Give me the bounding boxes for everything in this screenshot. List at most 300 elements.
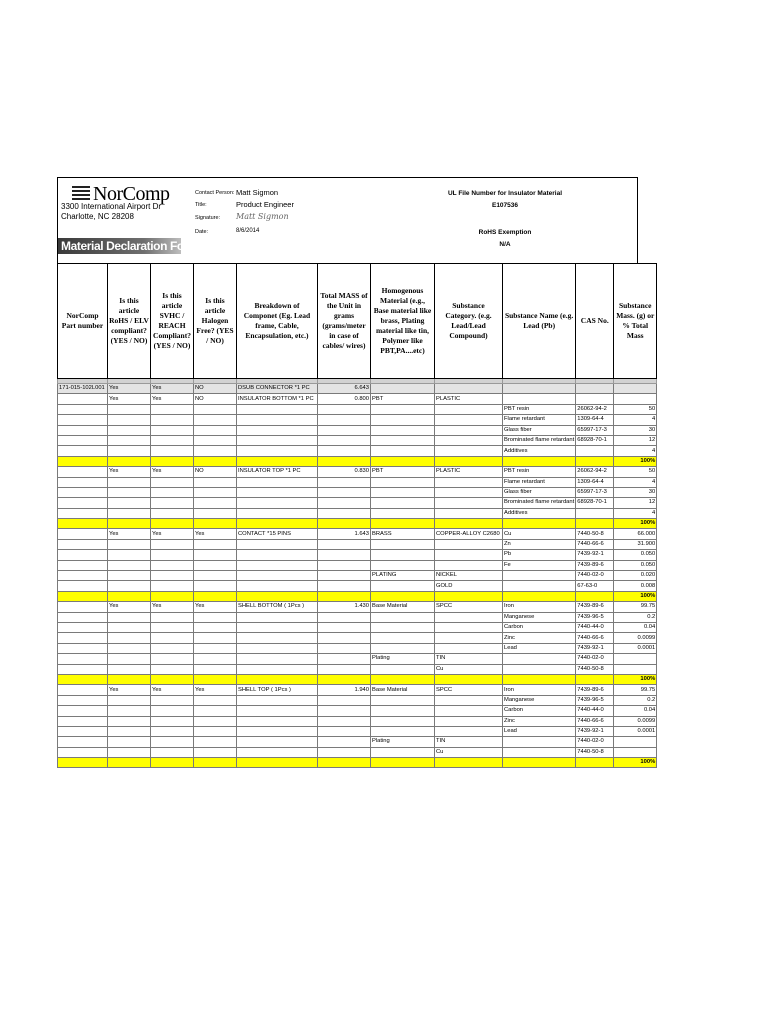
cell-substance-name: Additives	[503, 446, 576, 456]
cell-svhc-reach: Yes	[151, 685, 194, 695]
cell-breakdown	[237, 633, 318, 643]
cell-cas-no: 7440-50-8	[576, 664, 614, 674]
cell-halogen-free	[194, 539, 237, 549]
cell-substance-category	[435, 591, 503, 601]
cell-substance-name	[503, 384, 576, 394]
col-halogen-free: Is this article Halogen Free? (YES / NO)	[194, 264, 237, 379]
cell-part-number	[58, 425, 108, 435]
table-row	[58, 498, 657, 508]
cell-homogenous-material	[371, 581, 435, 591]
cell-homogenous-material: PBT	[371, 394, 435, 404]
cell-substance-category	[435, 477, 503, 487]
cell-svhc-reach	[151, 508, 194, 518]
cell-svhc-reach	[151, 498, 194, 508]
cell-part-number	[58, 456, 108, 466]
cell-cas-no: 1309-64-4	[576, 415, 614, 425]
rohs-exemption-value: N/A	[499, 241, 511, 248]
cell-substance-category	[435, 508, 503, 518]
cell-svhc-reach: Yes	[151, 602, 194, 612]
cell-rohs-elv: Yes	[108, 467, 151, 477]
table-row	[58, 602, 657, 612]
cell-part-number	[58, 477, 108, 487]
cell-substance-category: TIN	[435, 654, 503, 664]
cell-svhc-reach	[151, 654, 194, 664]
date-value: 8/6/2014	[236, 228, 260, 234]
cell-substance-category	[435, 560, 503, 570]
cell-cas-no: 7440-66-6	[576, 539, 614, 549]
table-row	[58, 539, 657, 549]
cell-substance-name	[503, 394, 576, 404]
cell-homogenous-material	[371, 539, 435, 549]
cell-substance-name: Zinc	[503, 633, 576, 643]
cell-svhc-reach	[151, 716, 194, 726]
cell-cas-no: 26062-94-2	[576, 404, 614, 414]
cell-halogen-free: Yes	[194, 529, 237, 539]
cell-part-number	[58, 571, 108, 581]
table-row	[58, 467, 657, 477]
cell-substance-mass: 0.2	[614, 612, 657, 622]
cell-total-mass	[318, 654, 371, 664]
cell-cas-no: 7439-92-1	[576, 726, 614, 736]
cell-substance-mass: 0.0001	[614, 726, 657, 736]
cell-rohs-elv	[108, 446, 151, 456]
cell-substance-category	[435, 633, 503, 643]
cell-cas-no: 7439-89-6	[576, 685, 614, 695]
cell-part-number: 171-015-102L001	[58, 384, 108, 394]
cell-substance-name: Carbon	[503, 706, 576, 716]
cell-substance-category	[435, 519, 503, 529]
cell-substance-name: Manganese	[503, 695, 576, 705]
table-row	[58, 581, 657, 591]
cell-homogenous-material	[371, 498, 435, 508]
cell-substance-mass	[614, 394, 657, 404]
cell-halogen-free: Yes	[194, 685, 237, 695]
cell-breakdown: INSULATOR TOP *1 PC	[237, 467, 318, 477]
cell-halogen-free	[194, 726, 237, 736]
cell-part-number	[58, 706, 108, 716]
date-label: Date:	[195, 229, 209, 235]
cell-breakdown	[237, 487, 318, 497]
cell-homogenous-material	[371, 716, 435, 726]
cell-part-number	[58, 487, 108, 497]
cell-halogen-free	[194, 477, 237, 487]
cell-part-number	[58, 726, 108, 736]
col-total-mass: Total MASS of the Unit in grams (grams/meter in case of cables/ wires)	[318, 264, 371, 379]
table-row	[58, 508, 657, 518]
cell-part-number	[58, 664, 108, 674]
cell-total-mass	[318, 498, 371, 508]
cell-halogen-free	[194, 581, 237, 591]
cell-halogen-free	[194, 435, 237, 445]
cell-substance-name: Manganese	[503, 612, 576, 622]
cell-svhc-reach	[151, 571, 194, 581]
cell-total-mass	[318, 758, 371, 768]
cell-homogenous-material	[371, 706, 435, 716]
cell-substance-mass: 99.75	[614, 685, 657, 695]
cell-substance-name	[503, 674, 576, 684]
cell-homogenous-material	[371, 519, 435, 529]
col-cas-no: CAS No.	[576, 264, 614, 379]
table-header-row	[58, 264, 657, 379]
cell-halogen-free	[194, 456, 237, 466]
cell-total-mass	[318, 716, 371, 726]
cell-halogen-free	[194, 550, 237, 560]
cell-substance-mass: 0.2	[614, 695, 657, 705]
cell-substance-mass	[614, 384, 657, 394]
cell-substance-mass: 100%	[614, 456, 657, 466]
cell-halogen-free: NO	[194, 467, 237, 477]
cell-substance-mass: 12	[614, 435, 657, 445]
cell-breakdown	[237, 726, 318, 736]
cell-rohs-elv	[108, 706, 151, 716]
cell-rohs-elv	[108, 550, 151, 560]
cell-substance-mass: 0.050	[614, 560, 657, 570]
cell-substance-category	[435, 425, 503, 435]
total-row	[58, 674, 657, 684]
cell-part-number	[58, 602, 108, 612]
cell-total-mass	[318, 404, 371, 414]
cell-substance-mass: 0.0099	[614, 633, 657, 643]
cell-part-number	[58, 581, 108, 591]
cell-svhc-reach	[151, 446, 194, 456]
table-row	[58, 384, 657, 394]
cell-rohs-elv	[108, 404, 151, 414]
cell-substance-category	[435, 435, 503, 445]
cell-svhc-reach	[151, 643, 194, 653]
cell-substance-name: Additives	[503, 508, 576, 518]
table-row	[58, 435, 657, 445]
logo-text: NorComp	[93, 183, 170, 205]
cell-homogenous-material	[371, 695, 435, 705]
cell-total-mass	[318, 508, 371, 518]
cell-cas-no	[576, 591, 614, 601]
cell-substance-mass	[614, 747, 657, 757]
table-row	[58, 571, 657, 581]
cell-svhc-reach	[151, 633, 194, 643]
cell-substance-name	[503, 747, 576, 757]
cell-part-number	[58, 633, 108, 643]
cell-part-number	[58, 643, 108, 653]
cell-substance-category	[435, 674, 503, 684]
cell-halogen-free: NO	[194, 384, 237, 394]
cell-total-mass	[318, 591, 371, 601]
cell-homogenous-material	[371, 633, 435, 643]
cell-total-mass	[318, 560, 371, 570]
cell-substance-name: Carbon	[503, 622, 576, 632]
cell-total-mass: 0.800	[318, 394, 371, 404]
cell-breakdown	[237, 758, 318, 768]
cell-part-number	[58, 591, 108, 601]
cell-part-number	[58, 498, 108, 508]
cell-substance-name: Glass fiber	[503, 425, 576, 435]
cell-total-mass	[318, 435, 371, 445]
cell-halogen-free	[194, 487, 237, 497]
table-row	[58, 394, 657, 404]
cell-substance-category	[435, 726, 503, 736]
cell-svhc-reach	[151, 612, 194, 622]
cell-breakdown	[237, 550, 318, 560]
cell-halogen-free	[194, 508, 237, 518]
cell-substance-category	[435, 498, 503, 508]
cell-svhc-reach	[151, 435, 194, 445]
cell-halogen-free	[194, 519, 237, 529]
cell-homogenous-material: PBT	[371, 467, 435, 477]
cell-substance-mass: 4	[614, 415, 657, 425]
table-row	[58, 560, 657, 570]
cell-part-number	[58, 674, 108, 684]
cell-rohs-elv	[108, 477, 151, 487]
cell-total-mass	[318, 622, 371, 632]
total-row	[58, 758, 657, 768]
cell-cas-no: 7440-02-0	[576, 571, 614, 581]
cell-total-mass	[318, 612, 371, 622]
cell-substance-mass: 30	[614, 425, 657, 435]
table-row	[58, 706, 657, 716]
cell-part-number	[58, 685, 108, 695]
cell-homogenous-material: Base Material	[371, 602, 435, 612]
cell-rohs-elv	[108, 591, 151, 601]
cell-svhc-reach	[151, 425, 194, 435]
cell-total-mass	[318, 633, 371, 643]
cell-part-number	[58, 747, 108, 757]
cell-svhc-reach	[151, 747, 194, 757]
cell-cas-no: 7440-02-0	[576, 737, 614, 747]
cell-substance-name	[503, 654, 576, 664]
cell-cas-no: 26062-94-2	[576, 467, 614, 477]
cell-substance-category	[435, 487, 503, 497]
cell-svhc-reach	[151, 456, 194, 466]
cell-cas-no: 7440-02-0	[576, 654, 614, 664]
cell-halogen-free	[194, 747, 237, 757]
cell-substance-category: TIN	[435, 737, 503, 747]
cell-halogen-free	[194, 737, 237, 747]
cell-rohs-elv	[108, 539, 151, 549]
cell-svhc-reach: Yes	[151, 529, 194, 539]
cell-rohs-elv	[108, 571, 151, 581]
cell-rohs-elv	[108, 737, 151, 747]
cell-breakdown	[237, 560, 318, 570]
cell-halogen-free	[194, 674, 237, 684]
col-rohs-elv: Is this article RoHS / ELV compliant? (YES / NO)	[108, 264, 151, 379]
cell-total-mass	[318, 664, 371, 674]
cell-breakdown	[237, 435, 318, 445]
cell-substance-mass: 50	[614, 404, 657, 414]
cell-substance-name	[503, 758, 576, 768]
cell-part-number	[58, 446, 108, 456]
cell-substance-mass: 4	[614, 508, 657, 518]
cell-cas-no: 7440-50-8	[576, 529, 614, 539]
cell-homogenous-material: Plating	[371, 654, 435, 664]
cell-rohs-elv	[108, 581, 151, 591]
cell-rohs-elv: Yes	[108, 394, 151, 404]
cell-breakdown	[237, 456, 318, 466]
cell-svhc-reach	[151, 487, 194, 497]
cell-rohs-elv	[108, 622, 151, 632]
cell-substance-category	[435, 550, 503, 560]
cell-substance-category	[435, 716, 503, 726]
cell-rohs-elv	[108, 726, 151, 736]
cell-substance-mass: 30	[614, 487, 657, 497]
table-row	[58, 404, 657, 414]
cell-svhc-reach	[151, 415, 194, 425]
cell-substance-category	[435, 384, 503, 394]
cell-halogen-free: NO	[194, 394, 237, 404]
cell-substance-category: SPCC	[435, 685, 503, 695]
cell-substance-name: Zn	[503, 539, 576, 549]
table-row	[58, 529, 657, 539]
cell-halogen-free	[194, 716, 237, 726]
cell-substance-category	[435, 446, 503, 456]
cell-rohs-elv	[108, 425, 151, 435]
cell-substance-mass: 0.04	[614, 622, 657, 632]
cell-svhc-reach	[151, 539, 194, 549]
logo-mark-icon	[72, 186, 90, 200]
cell-homogenous-material	[371, 726, 435, 736]
cell-total-mass	[318, 747, 371, 757]
cell-halogen-free	[194, 706, 237, 716]
cell-homogenous-material: Base Material	[371, 685, 435, 695]
col-substance-name: Substance Name (e.g. Lead (Pb)	[503, 264, 576, 379]
cell-cas-no	[576, 674, 614, 684]
cell-substance-name: PBT resin	[503, 404, 576, 414]
cell-total-mass: 6.643	[318, 384, 371, 394]
cell-halogen-free	[194, 560, 237, 570]
cell-rohs-elv	[108, 519, 151, 529]
table-row	[58, 685, 657, 695]
cell-halogen-free	[194, 758, 237, 768]
cell-substance-mass	[614, 664, 657, 674]
cell-part-number	[58, 519, 108, 529]
cell-rohs-elv	[108, 560, 151, 570]
cell-substance-category: Cu	[435, 664, 503, 674]
cell-part-number	[58, 716, 108, 726]
table-row	[58, 633, 657, 643]
cell-rohs-elv	[108, 612, 151, 622]
cell-substance-category	[435, 456, 503, 466]
cell-homogenous-material	[371, 415, 435, 425]
cell-cas-no	[576, 758, 614, 768]
cell-substance-mass: 100%	[614, 758, 657, 768]
cell-total-mass	[318, 706, 371, 716]
cell-part-number	[58, 415, 108, 425]
cell-rohs-elv	[108, 674, 151, 684]
table-row	[58, 654, 657, 664]
cell-substance-category	[435, 758, 503, 768]
cell-substance-category: PLASTIC	[435, 394, 503, 404]
cell-part-number	[58, 758, 108, 768]
cell-substance-name: Iron	[503, 685, 576, 695]
cell-homogenous-material	[371, 674, 435, 684]
cell-total-mass: 1.430	[318, 602, 371, 612]
cell-homogenous-material	[371, 435, 435, 445]
cell-substance-name: Fe	[503, 560, 576, 570]
table-row	[58, 425, 657, 435]
cell-breakdown	[237, 622, 318, 632]
cell-substance-mass: 100%	[614, 519, 657, 529]
cell-cas-no: 68928-70-1	[576, 498, 614, 508]
cell-cas-no: 7440-44-0	[576, 622, 614, 632]
cell-breakdown	[237, 519, 318, 529]
cell-substance-category	[435, 643, 503, 653]
total-row	[58, 519, 657, 529]
cell-substance-name	[503, 591, 576, 601]
cell-cas-no: 7439-96-5	[576, 695, 614, 705]
cell-part-number	[58, 550, 108, 560]
cell-breakdown	[237, 571, 318, 581]
cell-substance-category	[435, 612, 503, 622]
address-line-1: 3300 International Airport Dr	[61, 202, 162, 211]
table-row	[58, 446, 657, 456]
col-substance-category: Substance Category. (e.g. Lead/Lead Compound)	[435, 264, 503, 379]
cell-substance-mass: 0.0099	[614, 716, 657, 726]
cell-substance-name: Flame retardant	[503, 415, 576, 425]
cell-halogen-free	[194, 643, 237, 653]
cell-part-number	[58, 622, 108, 632]
cell-part-number	[58, 654, 108, 664]
cell-total-mass	[318, 674, 371, 684]
title-label: Title:	[195, 202, 207, 208]
cell-breakdown	[237, 747, 318, 757]
cell-svhc-reach	[151, 726, 194, 736]
form-title: Material Declaration Form	[61, 239, 199, 253]
cell-rohs-elv: Yes	[108, 685, 151, 695]
cell-rohs-elv	[108, 456, 151, 466]
cell-breakdown	[237, 612, 318, 622]
cell-homogenous-material	[371, 612, 435, 622]
cell-substance-category: GOLD	[435, 581, 503, 591]
cell-halogen-free	[194, 425, 237, 435]
cell-halogen-free	[194, 404, 237, 414]
total-row	[58, 591, 657, 601]
cell-part-number	[58, 435, 108, 445]
cell-substance-category	[435, 695, 503, 705]
cell-breakdown	[237, 695, 318, 705]
table-row	[58, 612, 657, 622]
cell-svhc-reach	[151, 664, 194, 674]
cell-halogen-free	[194, 612, 237, 622]
cell-breakdown	[237, 654, 318, 664]
col-substance-mass: Substance Mass. (g) or % Total Mass	[614, 264, 657, 379]
cell-homogenous-material	[371, 560, 435, 570]
cell-breakdown	[237, 446, 318, 456]
cell-breakdown	[237, 591, 318, 601]
cell-halogen-free	[194, 633, 237, 643]
table-row	[58, 550, 657, 560]
cell-svhc-reach	[151, 674, 194, 684]
cell-part-number	[58, 394, 108, 404]
cell-cas-no	[576, 384, 614, 394]
cell-homogenous-material	[371, 664, 435, 674]
cell-substance-mass: 0.050	[614, 550, 657, 560]
col-homogenous-material: Homogenous Material (e.g., Base material like brass, Plating material like tin, Polymer like PBT,PA....etc)	[371, 264, 435, 379]
cell-substance-category: SPCC	[435, 602, 503, 612]
cell-rohs-elv	[108, 487, 151, 497]
cell-substance-mass	[614, 654, 657, 664]
cell-homogenous-material	[371, 591, 435, 601]
cell-cas-no: 7439-89-6	[576, 602, 614, 612]
cell-total-mass	[318, 726, 371, 736]
cell-breakdown: SHELL BOTTOM ( 1Pcs )	[237, 602, 318, 612]
cell-part-number	[58, 508, 108, 518]
cell-svhc-reach	[151, 550, 194, 560]
cell-svhc-reach: Yes	[151, 384, 194, 394]
form-header	[57, 177, 638, 264]
form-title-banner	[58, 238, 199, 254]
cell-homogenous-material	[371, 384, 435, 394]
cell-cas-no	[576, 394, 614, 404]
cell-cas-no: 67-63-0	[576, 581, 614, 591]
cell-svhc-reach	[151, 737, 194, 747]
